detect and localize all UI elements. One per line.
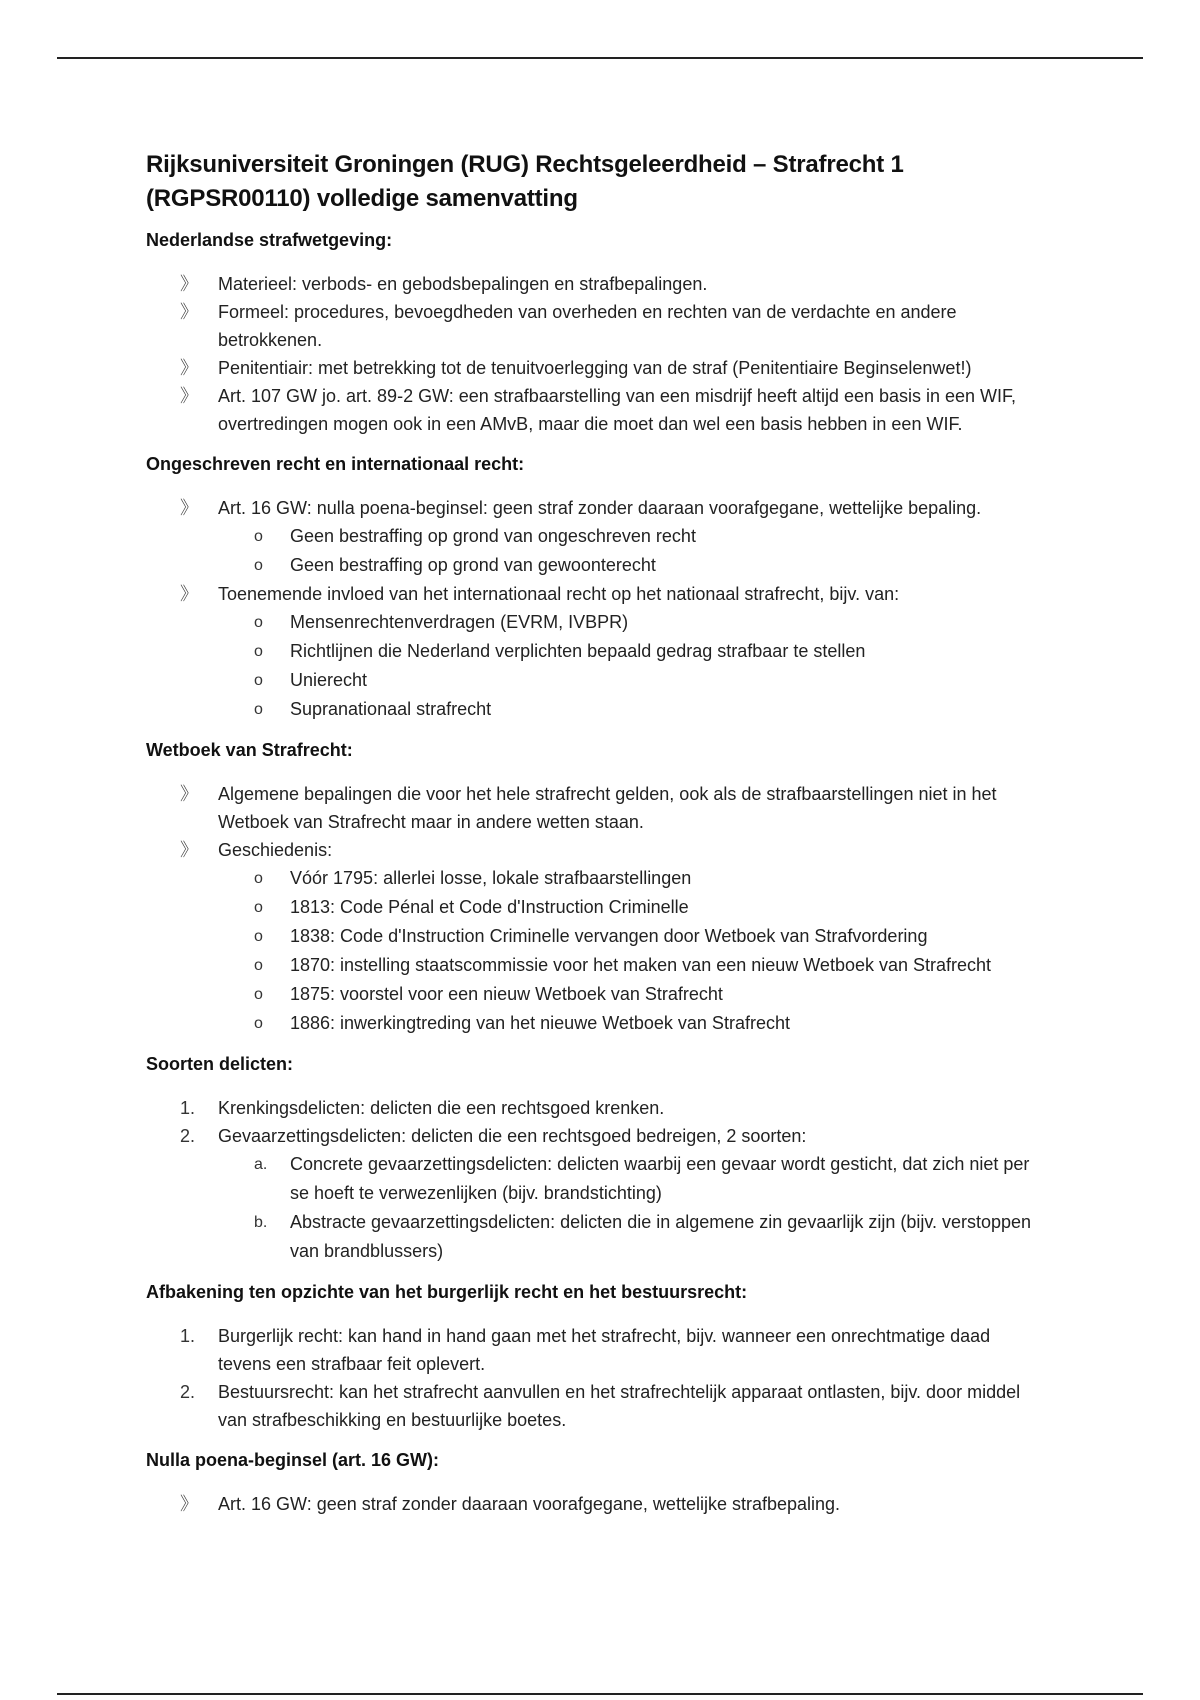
sub-list-item: o 1870: instelling staatscommissie voor het maken van een nieuw Wetboek van Strafrecht xyxy=(146,951,1046,980)
section-nulla-poena xyxy=(146,1448,1046,1518)
section-wetboek-van-strafrecht xyxy=(146,738,1046,1038)
list-item: 1. Krenkingsdelicten: delicten die een rechtsgoed krenken. xyxy=(146,1094,1046,1122)
sub-list-item: o Vóór 1795: allerlei losse, lokale strafbaarstellingen xyxy=(146,864,1046,893)
list-number: 1. xyxy=(180,1326,196,1346)
sub-list xyxy=(146,608,1046,724)
sub-list-item: o 1813: Code Pénal et Code d'Instruction Criminelle xyxy=(146,893,1046,922)
sub-list-item: o Mensenrechtenverdragen (EVRM, IVBPR) xyxy=(146,608,1046,637)
bullet-list xyxy=(146,494,1046,724)
sub-list-item: a. Concrete gevaarzettingsdelicten: delicten waarbij een gevaar wordt gesticht, dat zich niet per se hoeft te verwezenlijken (bijv. brandstichting) xyxy=(146,1150,1046,1208)
numbered-list xyxy=(146,1322,1046,1434)
chevron-bullet-icon: 》 xyxy=(180,386,198,406)
sub-list-item: b. Abstracte gevaarzettingsdelicten: delicten die in algemene zin gevaarlijk zijn (bijv. verstoppen van brandblussers) xyxy=(146,1208,1046,1266)
circle-bullet-icon: o xyxy=(254,643,263,660)
section-heading: Nulla poena-beginsel (art. 16 GW): xyxy=(146,1450,440,1470)
circle-bullet-icon: o xyxy=(254,928,263,945)
circle-bullet-icon: o xyxy=(254,986,263,1003)
bullet-list xyxy=(146,1490,1046,1518)
sub-list-item: o Richtlijnen die Nederland verplichten bepaald gedrag strafbaar te stellen xyxy=(146,637,1046,666)
top-rule xyxy=(57,57,1143,59)
list-item: 》 Toenemende invloed van het internationaal recht op het nationaal strafrecht, bijv. van: o Mensenrechtenverdragen (EVRM, IVBPR) o Richtlijnen die Nederland verplichten bepaald gedrag strafbaar te stellen o Unierecht o Supranationaal strafrecht xyxy=(146,580,1046,724)
bullet-list xyxy=(146,780,1046,1038)
chevron-bullet-icon: 》 xyxy=(180,1494,198,1514)
section-heading: Ongeschreven recht en internationaal recht: xyxy=(146,454,525,474)
bullet-list xyxy=(146,270,1046,438)
chevron-bullet-icon: 》 xyxy=(180,584,198,604)
section-ongeschreven-recht xyxy=(146,452,1046,724)
circle-bullet-icon: o xyxy=(254,701,263,718)
sub-list-item: o 1886: inwerkingtreding van het nieuwe Wetboek van Strafrecht xyxy=(146,1009,1046,1038)
sub-list-item: o Unierecht xyxy=(146,666,1046,695)
circle-bullet-icon: o xyxy=(254,672,263,689)
sub-list-item: o Geen bestraffing op grond van ongeschreven recht xyxy=(146,522,1046,551)
list-item: 》 Penitentiair: met betrekking tot de tenuitvoerlegging van de straf (Penitentiaire Beginselenwet!) xyxy=(146,354,1046,382)
numbered-list xyxy=(146,1094,1046,1266)
list-item: 》 Art. 16 GW: geen straf zonder daaraan voorafgegane, wettelijke strafbepaling. xyxy=(146,1490,1046,1518)
list-item: 》 Materieel: verbods- en gebodsbepalingen en strafbepalingen. xyxy=(146,270,1046,298)
chevron-bullet-icon: 》 xyxy=(180,784,198,804)
sub-list-item: o Geen bestraffing op grond van gewoonterecht xyxy=(146,551,1046,580)
circle-bullet-icon: o xyxy=(254,1015,263,1032)
section-afbakening xyxy=(146,1280,1046,1434)
list-letter: a. xyxy=(254,1156,268,1173)
section-heading: Wetboek van Strafrecht: xyxy=(146,740,353,760)
sub-list-item: o 1838: Code d'Instruction Criminelle vervangen door Wetboek van Strafvordering xyxy=(146,922,1046,951)
circle-bullet-icon: o xyxy=(254,957,263,974)
sub-list xyxy=(146,864,1046,1038)
chevron-bullet-icon: 》 xyxy=(180,840,198,860)
circle-bullet-icon: o xyxy=(254,614,263,631)
list-item: 》 Formeel: procedures, bevoegdheden van overheden en rechten van de verdachte en andere betrokkenen. xyxy=(146,298,1046,354)
chevron-bullet-icon: 》 xyxy=(180,498,198,518)
sub-list-item: o 1875: voorstel voor een nieuw Wetboek van Strafrecht xyxy=(146,980,1046,1009)
list-item: 1. Burgerlijk recht: kan hand in hand gaan met het strafrecht, bijv. wanneer een onrechtmatige daad tevens een strafbaar feit oplevert. xyxy=(146,1322,1046,1378)
list-item: 》 Algemene bepalingen die voor het hele strafrecht gelden, ook als de strafbaarstellingen niet in het Wetboek van Strafrecht maar in andere wetten staan. xyxy=(146,780,1046,836)
circle-bullet-icon: o xyxy=(254,899,263,916)
list-item: 》 Art. 16 GW: nulla poena-beginsel: geen straf zonder daaraan voorafgegane, wettelijke bepaling. o Geen bestraffing op grond van ongeschreven recht o Geen bestraffing op grond van gewoonterecht xyxy=(146,494,1046,580)
section-heading: Afbakening ten opzichte van het burgerlijk recht en het bestuursrecht: xyxy=(146,1282,748,1302)
chevron-bullet-icon: 》 xyxy=(180,302,198,322)
sub-list xyxy=(146,1150,1046,1266)
list-number: 1. xyxy=(180,1098,196,1118)
document-body xyxy=(146,148,1046,1532)
chevron-bullet-icon: 》 xyxy=(180,358,198,378)
list-number: 2. xyxy=(180,1382,196,1402)
section-nederlandse-strafwetgeving xyxy=(146,228,1046,438)
circle-bullet-icon: o xyxy=(254,870,263,887)
list-number: 2. xyxy=(180,1126,196,1146)
bottom-rule xyxy=(57,1693,1143,1695)
section-heading: Nederlandse strafwetgeving: xyxy=(146,230,393,250)
section-heading: Soorten delicten: xyxy=(146,1054,294,1074)
section-soorten-delicten xyxy=(146,1052,1046,1266)
circle-bullet-icon: o xyxy=(254,528,263,545)
circle-bullet-icon: o xyxy=(254,557,263,574)
chevron-bullet-icon: 》 xyxy=(180,274,198,294)
list-item: 2. Bestuursrecht: kan het strafrecht aanvullen en het strafrechtelijk apparaat ontlasten, bijv. door middel van strafbeschikking en bestuurlijke boetes. xyxy=(146,1378,1046,1434)
page-title: Rijksuniversiteit Groningen (RUG) Rechtsgeleerdheid – Strafrecht 1 (RGPSR00110) volledige samenvatting xyxy=(146,151,904,212)
sub-list xyxy=(146,522,1046,580)
sub-list-item: o Supranationaal strafrecht xyxy=(146,695,1046,724)
list-item: 》 Geschiedenis: o Vóór 1795: allerlei losse, lokale strafbaarstellingen o 1813: Code Pénal et Code d'Instruction Criminelle o 1838: Code d'Instruction Criminelle vervangen door Wetboek van Strafvordering o 1870: instelling staatscommissie voor het maken van een nieuw Wetboek van Strafrecht o 1875: voorstel voor een nieuw Wetboek van Strafrecht o 1886: inwerkingtreding van het nieuwe Wetboek van Strafrecht xyxy=(146,836,1046,1038)
list-letter: b. xyxy=(254,1214,268,1231)
list-item: 2. Gevaarzettingsdelicten: delicten die een rechtsgoed bedreigen, 2 soorten: a. Concrete gevaarzettingsdelicten: delicten waarbij een gevaar wordt gesticht, dat zich niet per se hoeft te verwezenlijken (bijv. brandstichting) b. Abstracte gevaarzettingsdelicten: delicten die in algemene zin gevaarlijk zijn (bijv. verstoppen van brandblussers) xyxy=(146,1122,1046,1266)
list-item: 》 Art. 107 GW jo. art. 89-2 GW: een strafbaarstelling van een misdrijf heeft altijd een basis in een WIF, overtredingen mogen ook in een AMvB, maar die moet dan wel een basis hebben in een WIF. xyxy=(146,382,1046,438)
